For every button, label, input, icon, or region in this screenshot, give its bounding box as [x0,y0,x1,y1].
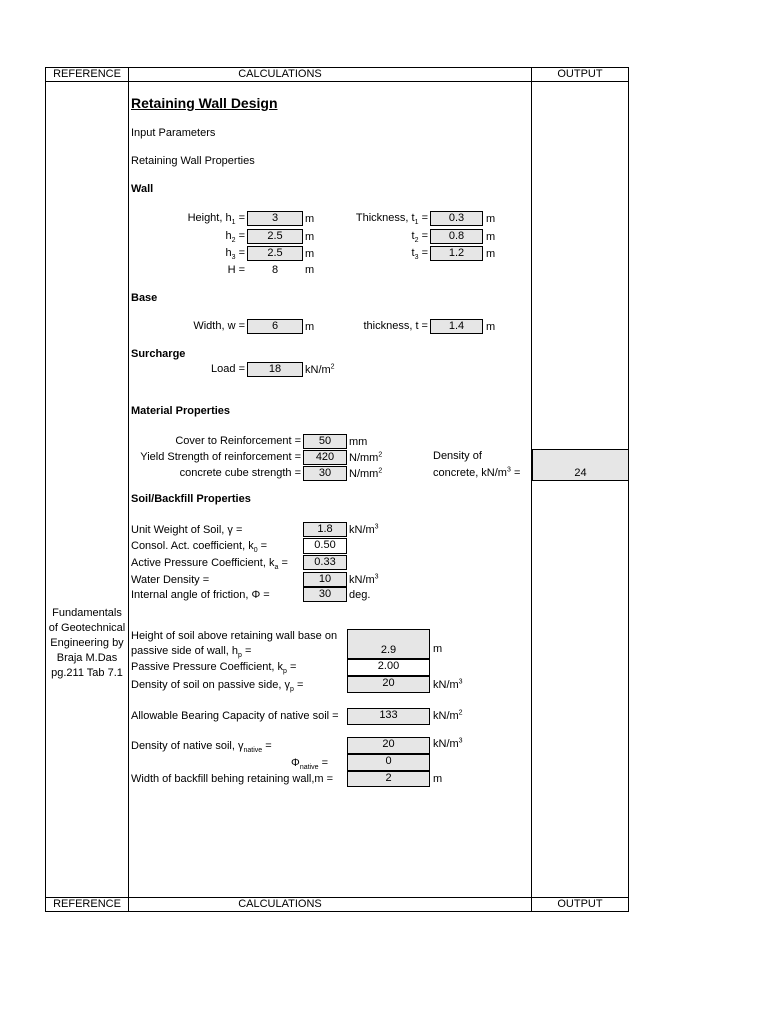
native-density-label: Density of native soil, $\gamma_{native}$ = [131,740,272,755]
h1-unit: m [305,213,315,225]
hp-input[interactable]: 2.9 [347,629,430,659]
base-width-unit: m [305,321,315,333]
reference-note-line: Engineering by [50,637,124,649]
native-phi-label: $\Phi_{native}$ = [291,757,328,772]
base-thickness-unit: m [486,321,496,333]
t2-unit: m [486,231,496,243]
h2-unit: m [305,231,315,243]
footer-output: OUTPUT [557,898,603,910]
cover-input[interactable]: 50 [303,434,347,449]
hp-label-line2: passive side of wall, $h_p$ = [131,645,252,660]
cover-label: Cover to Reinforcement = [175,435,301,447]
h3-unit: m [305,248,315,260]
h2-input[interactable]: 2.5 [247,229,303,244]
reference-note-line: pg.211 Tab 7.1 [51,667,123,679]
footer-reference: REFERENCE [53,898,121,910]
t1-input[interactable]: 0.3 [430,211,483,226]
gp-input[interactable]: 20 [347,676,430,693]
water-density-label: Water Density = [131,574,210,586]
H-value: 8 [271,264,279,276]
load-unit: $kN/m^2$ [305,363,335,376]
native-density-input[interactable]: 20 [347,737,430,754]
h2-label: $h_2$ = [225,230,245,245]
footer-calculations: CALCULATIONS [238,898,322,910]
kp-value: 2.00 [347,659,430,676]
t1-label: Thickness, $t_1$ = [355,212,428,227]
unit-weight-label: Unit Weight of Soil, γ = [131,524,243,536]
kp-label: Passive Pressure Coefficient, $k_p$ = [131,661,297,676]
bearing-unit: $kN/m^2$ [433,709,463,722]
base-width-input[interactable]: 6 [247,319,303,334]
reference-column-divider [128,67,129,912]
k0-value: 0.50 [303,538,347,554]
reference-note [46,606,128,681]
density-concrete-output: 24 [532,449,629,481]
soil-heading: Soil/Backfill Properties [131,493,251,505]
yield-label: Yield Strength of reinforcement = [140,451,301,463]
page-title: Retaining Wall Design [131,95,278,111]
t1-unit: m [486,213,496,225]
phi-label: Internal angle of friction, Φ = [131,589,270,601]
cube-label: concrete cube strength = [179,467,301,479]
h3-input[interactable]: 2.5 [247,246,303,261]
cube-unit: $N/mm^2$ [349,467,383,480]
header-output: OUTPUT [557,68,603,80]
phi-unit: deg. [349,589,371,601]
reference-note-line: Braja M.Das [56,652,118,664]
H-label: H = [227,264,245,276]
t3-unit: m [486,248,496,260]
native-density-unit: $kN/m^3$ [433,737,463,750]
yield-unit: $N/mm^2$ [349,451,383,464]
output-column-divider [531,67,532,912]
backfill-width-input[interactable]: 2 [347,771,430,787]
surcharge-heading: Surcharge [131,348,186,360]
t2-input[interactable]: 0.8 [430,229,483,244]
base-heading: Base [131,292,158,304]
base-thickness-label: thickness, t = [363,320,428,332]
hp-label-line1: Height of soil above retaining wall base on [131,630,338,642]
reference-note-line: of Geotechnical [48,622,126,634]
load-input[interactable]: 18 [247,362,303,377]
k0-label: Consol. Act. coefficient, $k_0$ = [131,540,268,555]
t2-label: $t_2$ = [411,230,428,245]
density-concrete-label-2: concrete, $kN/m^3$ = [433,466,521,479]
cube-input[interactable]: 30 [303,466,347,481]
header-reference: REFERENCE [53,68,121,80]
yield-input[interactable]: 420 [303,450,347,465]
ka-input[interactable]: 0.33 [303,555,347,570]
backfill-width-label: Width of backfill behing retaining wall,m = [131,773,334,785]
bearing-input[interactable]: 133 [347,708,430,725]
water-density-unit: $kN/m^3$ [349,573,379,586]
backfill-width-unit: m [433,773,443,785]
water-density-input[interactable]: 10 [303,572,347,587]
h3-label: $h_3$ = [225,247,245,262]
reference-note-line: Fundamentals [52,607,122,619]
base-thickness-input[interactable]: 1.4 [430,319,483,334]
base-width-label: Width, w = [193,320,245,332]
cover-unit: mm [349,436,368,448]
unit-weight-input[interactable]: 1.8 [303,522,347,537]
h1-input[interactable]: 3 [247,211,303,226]
ka-label: Active Pressure Coefficient, $k_a$ = [131,557,288,572]
load-label: Load = [211,363,245,375]
input-parameters-label: Input Parameters [131,127,216,139]
material-heading: Material Properties [131,405,231,417]
wall-heading: Wall [131,183,154,195]
density-concrete-label-1: Density of [433,450,482,462]
t3-input[interactable]: 1.2 [430,246,483,261]
header-divider [45,81,629,82]
bearing-label: Allowable Bearing Capacity of native soil = [131,710,339,722]
unit-weight-unit: $kN/m^3$ [349,523,379,536]
native-phi-input[interactable]: 0 [347,754,430,771]
header-calculations: CALCULATIONS [238,68,322,80]
H-unit: m [305,264,315,276]
wall-properties-label: Retaining Wall Properties [131,155,255,167]
t3-label: $t_3$ = [411,247,428,262]
gp-label: Density of soil on passive side, $\gamma_p$ = [131,679,304,694]
gp-unit: $kN/m^3$ [433,678,463,691]
h1-label: Height, $h_1$ = [187,212,245,227]
phi-input[interactable]: 30 [303,587,347,602]
hp-unit: m [433,643,443,655]
